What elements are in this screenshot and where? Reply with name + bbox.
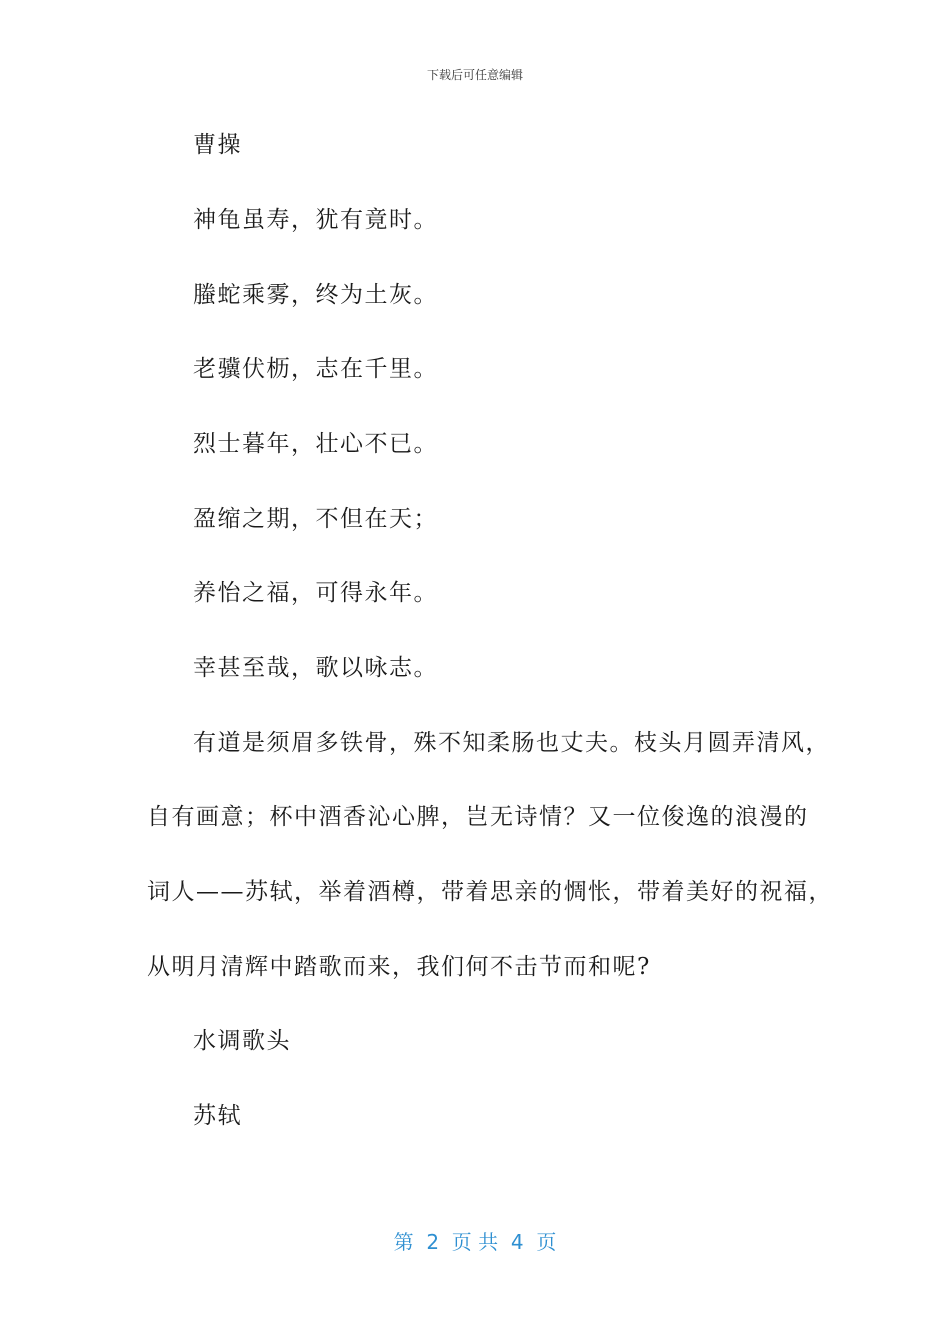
poem-line: 幸甚至哉，歌以咏志。: [193, 655, 438, 681]
poem-line: 螣蛇乘雾，终为土灰。: [193, 282, 438, 308]
paragraph-line: 自有画意；杯中酒香沁心脾，岂无诗情？又一位俊逸的浪漫的: [147, 804, 809, 830]
poem-line: 老骥伏枥，志在千里。: [193, 356, 438, 382]
poem-line: 盈缩之期，不但在天；: [193, 506, 438, 532]
poem-line: 养怡之福，可得永年。: [193, 580, 438, 606]
poem-title: 水调歌头: [193, 1028, 291, 1054]
page-number-footer: 第 2 页 共 4 页: [393, 1230, 557, 1254]
paragraph-line: 从明月清辉中踏歌而来，我们何不击节而和呢?: [147, 954, 651, 980]
paragraph-line: 词人——苏轼，举着酒樽，带着思亲的惆怅，带着美好的祝福，: [147, 879, 833, 905]
poem-line: 神龟虽寿，犹有竟时。: [193, 207, 438, 233]
poem-author: 曹操: [193, 132, 242, 158]
poem-line: 烈士暮年，壮心不已。: [193, 431, 438, 457]
poem-author: 苏轼: [193, 1103, 242, 1129]
page-header-note: 下载后可任意编辑: [426, 68, 523, 82]
paragraph-line: 有道是须眉多铁骨，殊不知柔肠也丈夫。枝头月圆弄清风，: [193, 730, 830, 756]
